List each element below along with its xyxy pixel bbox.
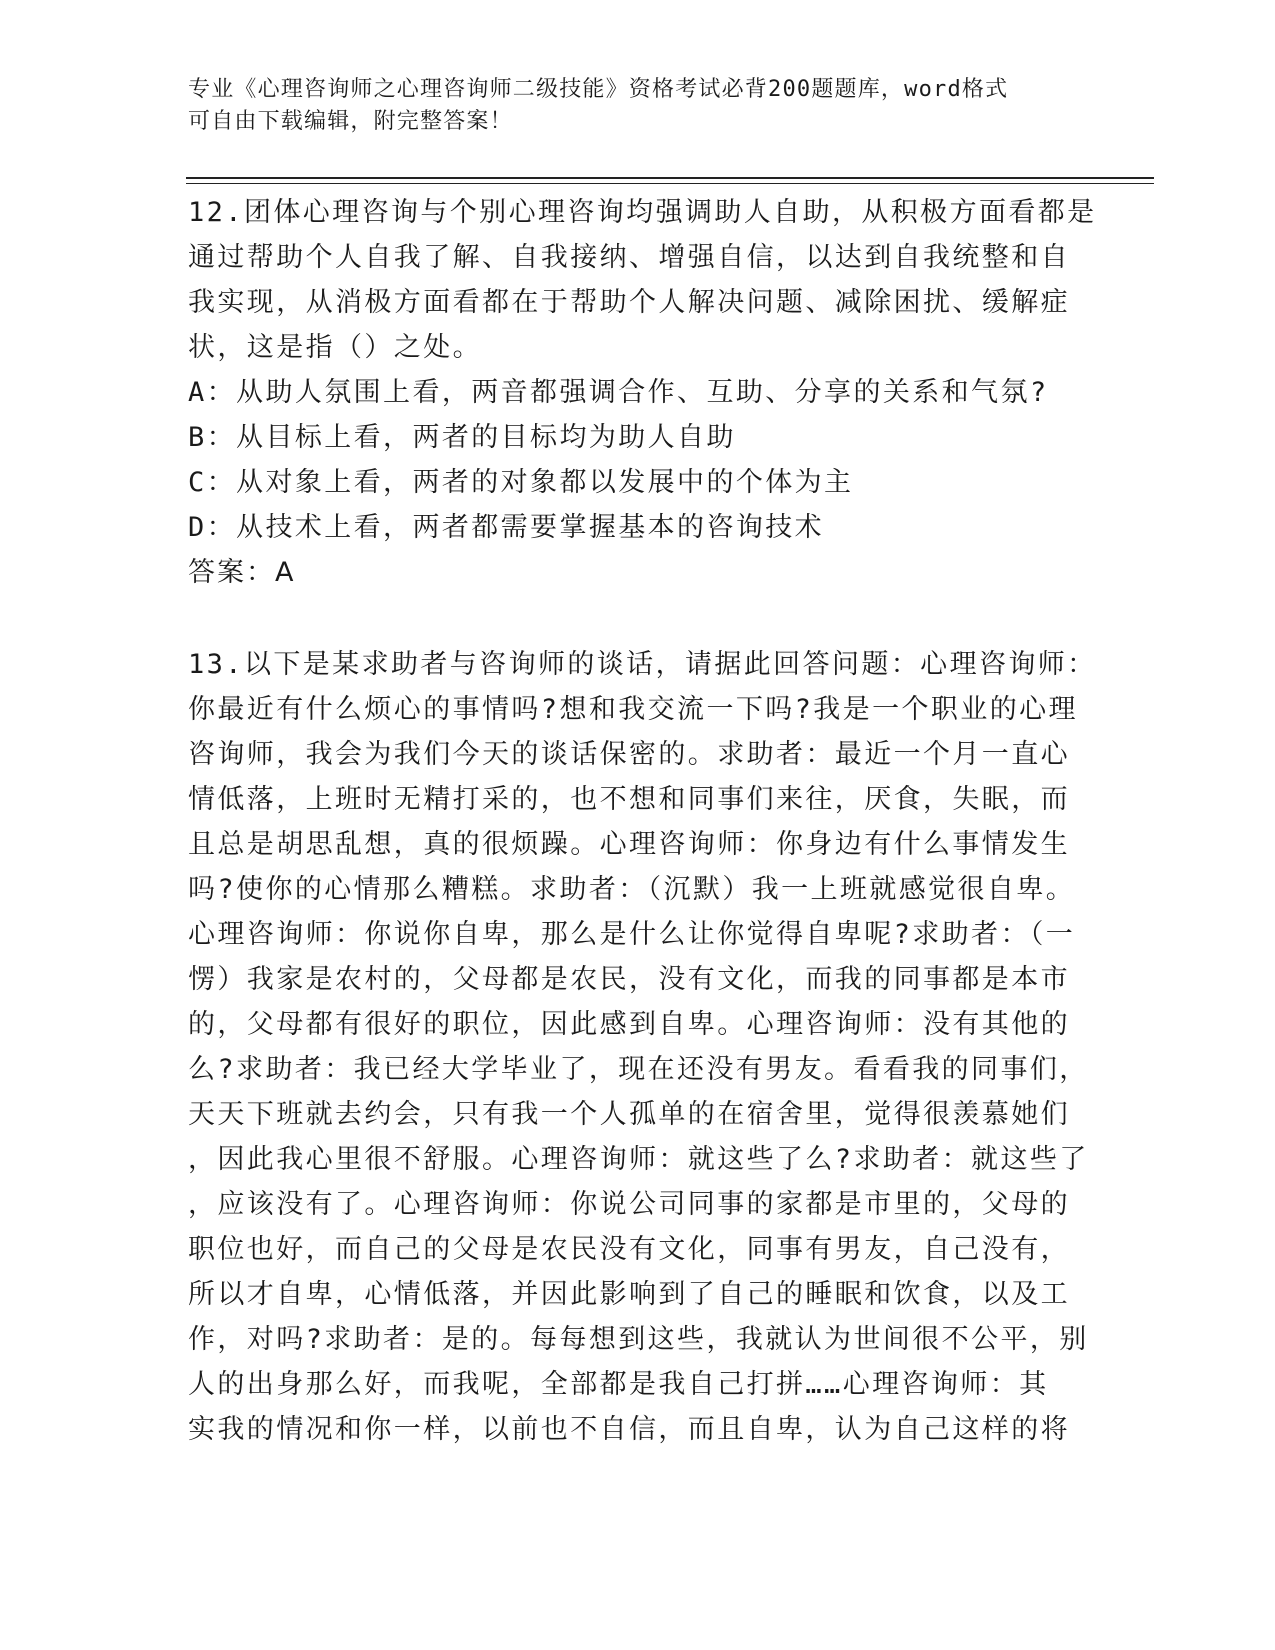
question-13-stem-line: 职位也好，而自己的父母是农民没有文化，同事有男友，自己没有， (188, 1234, 1070, 1265)
question-13-stem-line: 吗?使你的心情那么糟糕。求助者：（沉默）我一上班就感觉很自卑。 (188, 874, 1076, 905)
question-12-option-b: B：从目标上看，两者的目标均为助人自助 (188, 422, 736, 453)
question-12-stem-line: 12.团体心理咨询与个别心理咨询均强调助人自助，从积极方面看都是 (188, 197, 1097, 228)
question-13-stem-line: 实我的情况和你一样，以前也不自信，而且自卑，认为自己这样的将 (188, 1414, 1070, 1445)
question-12 (188, 190, 1097, 595)
question-13 (188, 642, 1097, 1452)
question-13-stem-line: 心理咨询师：你说你自卑，那么是什么让你觉得自卑呢?求助者：（一 (188, 919, 1076, 950)
header-divider-thick (186, 177, 1154, 179)
question-13-stem-line: 的，父母都有很好的职位，因此感到自卑。心理咨询师：没有其他的 (188, 1009, 1070, 1040)
question-12-option-a: A：从助人氛围上看，两音都强调合作、互助、分享的关系和气氛? (188, 377, 1049, 408)
question-13-stem-line: 咨询师，我会为我们今天的谈话保密的。求助者：最近一个月一直心 (188, 739, 1070, 770)
question-13-stem-line: 愣）我家是农村的，父母都是农民，没有文化，而我的同事都是本市 (188, 964, 1070, 995)
question-12-stem-line: 状，这是指（）之处。 (188, 332, 482, 363)
question-spacer (188, 595, 1088, 642)
question-13-stem-line: 么?求助者：我已经大学毕业了，现在还没有男友。看看我的同事们， (188, 1054, 1089, 1085)
question-13-stem-line: 且总是胡思乱想，真的很烦躁。心理咨询师：你身边有什么事情发生 (188, 829, 1070, 860)
question-13-stem-line: 天天下班就去约会，只有我一个人孤单的在宿舍里，觉得很羡慕她们 (188, 1099, 1070, 1130)
question-13-stem-line: 13.以下是某求助者与咨询师的谈话，请据此回答问题：心理咨询师： (188, 649, 1097, 680)
question-12-stem-line: 我实现，从消极方面看都在于帮助个人解决问题、减除困扰、缓解症 (188, 287, 1070, 318)
document-body (188, 190, 1097, 1452)
question-13-stem-line: 所以才自卑，心情低落，并因此影响到了自己的睡眠和饮食，以及工 (188, 1279, 1070, 1310)
header-line-1: 专业《心理咨询师之心理咨询师二级技能》资格考试必背200题题库，word格式 (188, 77, 1009, 102)
question-12-option-c: C：从对象上看，两者的对象都以发展中的个体为主 (188, 467, 854, 498)
question-13-stem-line: 人的出身那么好，而我呢，全部都是我自己打拼……心理咨询师：其 (188, 1369, 1049, 1400)
question-12-answer: 答案：A (188, 557, 296, 588)
header-divider-thin (186, 183, 1154, 184)
question-13-stem-line: 情低落，上班时无精打采的，也不想和同事们来往，厌食，失眠，而 (188, 784, 1070, 815)
question-12-option-d: D：从技术上看，两者都需要掌握基本的咨询技术 (188, 512, 825, 543)
question-13-stem-line: 作，对吗?求助者：是的。每每想到这些，我就认为世间很不公平，别 (188, 1324, 1089, 1355)
question-13-stem-line: 你最近有什么烦心的事情吗?想和我交流一下吗?我是一个职业的心理 (188, 694, 1078, 725)
question-13-stem-line: ，应该没有了。心理咨询师：你说公司同事的家都是市里的，父母的 (188, 1189, 1070, 1220)
document-header (188, 74, 1068, 138)
question-12-stem-line: 通过帮助个人自我了解、自我接纳、增强自信，以达到自我统整和自 (188, 242, 1070, 273)
header-line-2: 可自由下载编辑，附完整答案！ (188, 109, 513, 134)
question-13-stem-line: ，因此我心里很不舒服。心理咨询师：就这些了么?求助者：就这些了 (188, 1144, 1089, 1175)
